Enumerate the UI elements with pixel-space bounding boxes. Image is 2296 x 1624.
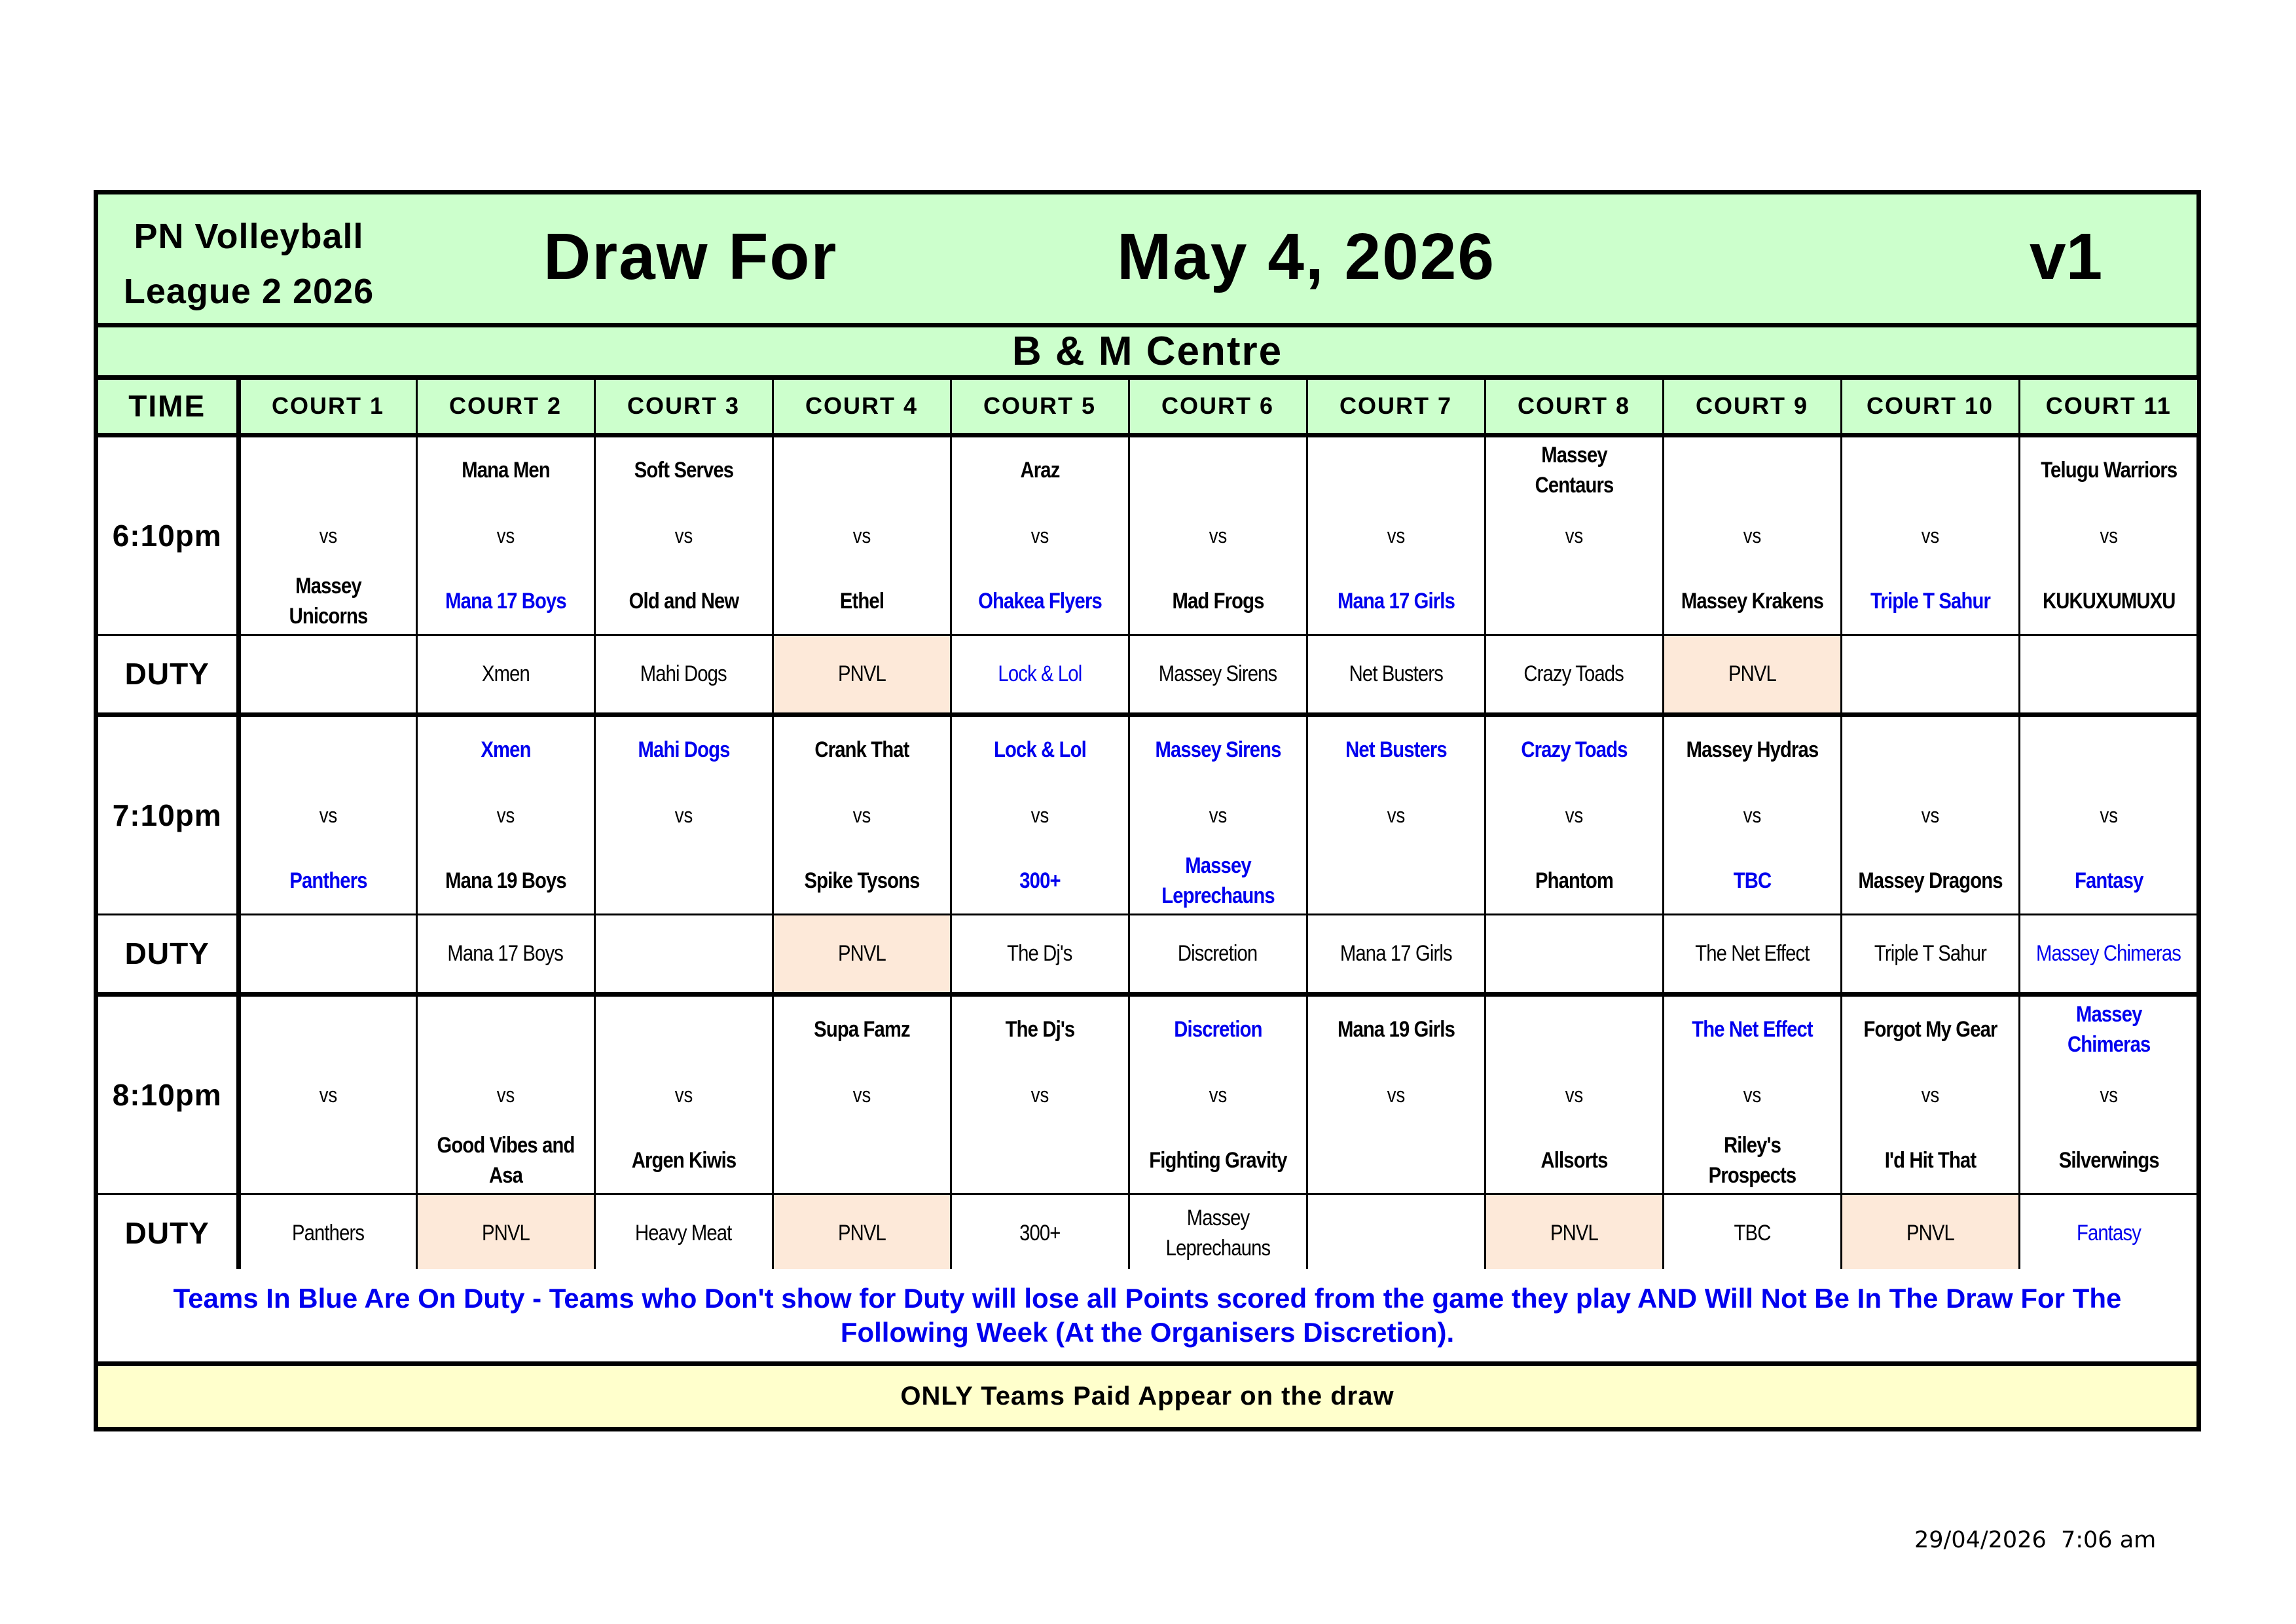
away-team: Silverwings [2058, 1147, 2159, 1173]
match-cell [1663, 435, 1841, 635]
match-cell [1841, 435, 2019, 635]
vs-label: vs [1030, 803, 1049, 827]
duty-cell [1129, 1194, 1307, 1274]
away-team [786, 1128, 937, 1193]
game-row [98, 435, 2197, 635]
league-name [118, 209, 380, 319]
match-cell [1129, 714, 1307, 914]
duty-team: PNVL [1906, 1221, 1954, 1246]
court-header-11: COURT 11 [2019, 380, 2197, 435]
duty-cell [1485, 635, 1663, 714]
duty-team: TBC [1734, 1221, 1770, 1246]
home-team: Net Busters [1345, 737, 1447, 762]
league-line-1: PN Volleyball [134, 217, 364, 256]
paid-notice-band [98, 1366, 2196, 1427]
vs-label: vs [1565, 1082, 1583, 1107]
league-line-2: League 2 2026 [123, 272, 374, 311]
vs-label: vs [1387, 523, 1405, 547]
vs-label: vs [674, 1082, 693, 1107]
duty-team: Massey Chimeras [2036, 941, 2181, 966]
vs-label: vs [2099, 1082, 2118, 1107]
duty-cell [773, 1194, 951, 1274]
duty-team: Triple T Sahur [1874, 941, 1986, 966]
header-row [98, 380, 2197, 435]
vs-label: vs [1387, 1082, 1405, 1107]
match-cell [951, 714, 1129, 914]
match-cell [1663, 714, 1841, 914]
vs-label: vs [1030, 523, 1049, 547]
away-team [1320, 848, 1471, 913]
duty-row [98, 1194, 2197, 1274]
vs-label: vs [1743, 523, 1761, 547]
court-header-1: COURT 1 [238, 380, 416, 435]
home-team: The Net Effect [1691, 1016, 1813, 1042]
time-slot-label: 6:10pm [98, 435, 238, 635]
time-slot-label: 7:10pm [98, 714, 238, 914]
away-team: Riley's Prospects [1708, 1132, 1796, 1188]
duty-cell [1841, 635, 2019, 714]
home-team: Supa Famz [813, 1016, 910, 1042]
match-cell [594, 435, 773, 635]
away-team: Phantom [1535, 868, 1613, 893]
away-team: I'd Hit That [1884, 1147, 1976, 1173]
match-cell [773, 994, 951, 1194]
match-cell [2019, 714, 2197, 914]
home-team: Lock & Lol [993, 737, 1086, 762]
match-cell [1307, 435, 1485, 635]
duty-team: Net Busters [1349, 661, 1443, 686]
court-header-2: COURT 2 [416, 380, 594, 435]
duty-cell [773, 914, 951, 994]
duty-cell [1663, 914, 1841, 994]
match-cell [1307, 714, 1485, 914]
match-cell [2019, 994, 2197, 1194]
duty-cell [1485, 914, 1663, 994]
paid-notice: ONLY Teams Paid Appear on the draw [900, 1382, 1394, 1411]
court-header-8: COURT 8 [1485, 380, 1663, 435]
match-cell [1841, 994, 2019, 1194]
match-cell [1841, 714, 2019, 914]
duty-team: Heavy Meat [635, 1221, 732, 1246]
duty-team: PNVL [837, 941, 886, 966]
away-team: Massey Leprechauns [1161, 853, 1275, 908]
match-cell [594, 714, 773, 914]
duty-cell [951, 635, 1129, 714]
duty-cell [238, 635, 416, 714]
duty-team: PNVL [1728, 661, 1776, 686]
away-team: Fantasy [2074, 868, 2143, 893]
duty-team: Lock & Lol [998, 661, 1082, 686]
duty-cell [951, 1194, 1129, 1274]
title-band [98, 194, 2196, 327]
away-team: Allsorts [1540, 1147, 1607, 1173]
duty-team: PNVL [837, 661, 886, 686]
vs-label: vs [674, 523, 693, 547]
away-team: Mad Frogs [1171, 588, 1264, 614]
vs-label: vs [1921, 1082, 1939, 1107]
duty-cell [1485, 1194, 1663, 1274]
away-team [964, 1128, 1115, 1193]
home-team [1320, 437, 1471, 503]
home-team: Telugu Warriors [2040, 457, 2177, 483]
home-team [608, 997, 759, 1062]
home-team: Massey Centaurs [1535, 442, 1613, 498]
duty-team: Mana 17 Girls [1339, 941, 1452, 966]
home-team [1854, 437, 2005, 503]
time-column-header: TIME [98, 380, 238, 435]
away-team: Ethel [839, 588, 884, 614]
vs-label: vs [852, 803, 871, 827]
vs-label: vs [674, 803, 693, 827]
home-team [429, 997, 581, 1062]
court-header-10: COURT 10 [1841, 380, 2019, 435]
vs-label: vs [2099, 803, 2118, 827]
match-cell [594, 994, 773, 1194]
away-team: Massey Unicorns [289, 573, 367, 629]
home-team: Forgot My Gear [1863, 1016, 1997, 1042]
away-team: TBC [1733, 868, 1771, 893]
home-team [253, 717, 403, 783]
duty-notice: Teams In Blue Are On Duty - Teams who Don't show for Duty will lose all Points scored from the game they play AND Will Not Be In The Draw For The Following Week (At the Organisers Discretion). [173, 1282, 2122, 1348]
version-label: v1 [2030, 220, 2103, 293]
vs-label: vs [852, 523, 871, 547]
duty-team: 300+ [1019, 1221, 1061, 1246]
match-cell [1485, 435, 1663, 635]
duty-team: PNVL [481, 1221, 530, 1246]
home-team [1676, 437, 1827, 503]
duty-team: Crazy Toads [1523, 661, 1624, 686]
vs-label: vs [1387, 803, 1405, 827]
duty-cell [594, 635, 773, 714]
match-cell [238, 714, 416, 914]
vs-label: vs [1565, 523, 1583, 547]
draw-for-label: Draw For [543, 220, 838, 293]
away-team: Fighting Gravity [1148, 1147, 1287, 1173]
duty-cell [2019, 1194, 2197, 1274]
duty-label: DUTY [98, 635, 238, 714]
home-team [1142, 437, 1293, 503]
home-team [1854, 717, 2005, 783]
duty-team: Discretion [1178, 941, 1258, 966]
home-team: Discretion [1173, 1016, 1262, 1042]
away-team: Good Vibes and Asa [436, 1132, 575, 1188]
court-header-6: COURT 6 [1129, 380, 1307, 435]
away-team: Ohakea Flyers [977, 588, 1102, 614]
home-team: Mana 19 Girls [1337, 1016, 1455, 1042]
vs-label: vs [319, 1082, 337, 1107]
away-team [253, 1128, 403, 1193]
duty-cell [594, 914, 773, 994]
time-slot-label: 8:10pm [98, 994, 238, 1194]
draw-sheet [94, 190, 2201, 1431]
vs-label: vs [1743, 1082, 1761, 1107]
duty-cell [1307, 914, 1485, 994]
home-team: Soft Serves [634, 457, 733, 483]
match-cell [1485, 994, 1663, 1194]
draw-date: May 4, 2026 [1117, 220, 1495, 293]
vs-label: vs [852, 1082, 871, 1107]
vs-label: vs [319, 803, 337, 827]
duty-cell [2019, 914, 2197, 994]
court-header-4: COURT 4 [773, 380, 951, 435]
duty-team: Massey Sirens [1158, 661, 1277, 686]
home-team [1498, 997, 1649, 1062]
court-header-3: COURT 3 [594, 380, 773, 435]
printed-timestamp: 29/04/2026 7:06 am [1914, 1527, 2157, 1553]
game-row [98, 994, 2197, 1194]
match-cell [1129, 994, 1307, 1194]
duty-cell [1129, 635, 1307, 714]
game-row [98, 714, 2197, 914]
vs-label: vs [496, 803, 515, 827]
duty-team: Mahi Dogs [640, 661, 727, 686]
match-cell [951, 435, 1129, 635]
court-header-7: COURT 7 [1307, 380, 1485, 435]
vs-label: vs [1743, 803, 1761, 827]
court-header-9: COURT 9 [1663, 380, 1841, 435]
duty-cell [1307, 1194, 1485, 1274]
away-team [1320, 1128, 1471, 1193]
duty-cell [1129, 914, 1307, 994]
duty-cell [238, 1194, 416, 1274]
match-cell [1663, 994, 1841, 1194]
duty-label: DUTY [98, 1194, 238, 1274]
match-cell [416, 435, 594, 635]
away-team: Massey Krakens [1681, 588, 1823, 614]
court-header-5: COURT 5 [951, 380, 1129, 435]
duty-cell [1307, 635, 1485, 714]
duty-cell [2019, 635, 2197, 714]
vs-label: vs [2099, 523, 2118, 547]
away-team: Triple T Sahur [1870, 588, 1990, 614]
match-cell [416, 994, 594, 1194]
away-team: Mana 17 Boys [445, 588, 566, 614]
duty-team: Panthers [291, 1221, 365, 1246]
duty-notice-band [98, 1269, 2196, 1366]
away-team: Old and New [629, 588, 738, 614]
duty-row [98, 914, 2197, 994]
duty-team: PNVL [837, 1221, 886, 1246]
home-team: Araz [1020, 457, 1059, 483]
duty-team: Massey Leprechauns [1165, 1206, 1270, 1261]
home-team: Massey Hydras [1686, 737, 1818, 762]
home-team: Massey Sirens [1154, 737, 1281, 762]
match-cell [1485, 714, 1663, 914]
vs-label: vs [319, 523, 337, 547]
vs-label: vs [1030, 1082, 1049, 1107]
duty-team: Mana 17 Boys [447, 941, 564, 966]
duty-team: The Net Effect [1694, 941, 1810, 966]
match-cell [238, 994, 416, 1194]
match-cell [2019, 435, 2197, 635]
away-team: Panthers [289, 868, 367, 893]
home-team: Crank That [814, 737, 909, 762]
duty-cell [1663, 635, 1841, 714]
duty-cell [1841, 914, 2019, 994]
away-team: Spike Tysons [803, 868, 920, 893]
vs-label: vs [1209, 523, 1227, 547]
duty-cell [416, 635, 594, 714]
away-team: 300+ [1019, 868, 1061, 893]
vs-label: vs [1921, 523, 1939, 547]
home-team [253, 997, 403, 1062]
away-team: Mana 19 Boys [445, 868, 566, 893]
away-team: Mana 17 Girls [1337, 588, 1455, 614]
vs-label: vs [1209, 1082, 1227, 1107]
venue-name: B & M Centre [1011, 329, 1283, 374]
duty-row [98, 635, 2197, 714]
draw-table [98, 380, 2197, 1276]
home-team [786, 437, 937, 503]
duty-cell [1841, 1194, 2019, 1274]
home-team: Crazy Toads [1520, 737, 1628, 762]
duty-label: DUTY [98, 914, 238, 994]
duty-cell [951, 914, 1129, 994]
duty-team: PNVL [1550, 1221, 1598, 1246]
home-team: The Dj's [1005, 1016, 1074, 1042]
away-team [1498, 568, 1649, 634]
home-team [253, 437, 403, 503]
duty-team: Xmen [481, 661, 530, 686]
match-cell [1307, 994, 1485, 1194]
away-team [608, 848, 759, 913]
duty-team: Fantasy [2076, 1221, 2141, 1246]
home-team: Massey Chimeras [2067, 1001, 2150, 1057]
duty-cell [238, 914, 416, 994]
vs-label: vs [496, 523, 515, 547]
match-cell [238, 435, 416, 635]
duty-cell [594, 1194, 773, 1274]
vs-label: vs [1209, 803, 1227, 827]
duty-team: The Dj's [1007, 941, 1072, 966]
duty-cell [773, 635, 951, 714]
match-cell [951, 994, 1129, 1194]
duty-cell [416, 1194, 594, 1274]
home-team: Mana Men [461, 457, 550, 483]
away-team: Argen Kiwis [631, 1147, 736, 1173]
vs-label: vs [496, 1082, 515, 1107]
duty-cell [1663, 1194, 1841, 1274]
duty-cell [416, 914, 594, 994]
home-team: Mahi Dogs [637, 737, 730, 762]
match-cell [773, 714, 951, 914]
vs-label: vs [1921, 803, 1939, 827]
away-team: KUKUXUMUXU [2042, 588, 2176, 614]
vs-label: vs [1565, 803, 1583, 827]
match-cell [1129, 435, 1307, 635]
home-team [2032, 717, 2185, 783]
venue-band [98, 327, 2196, 380]
match-cell [416, 714, 594, 914]
match-cell [773, 435, 951, 635]
home-team: Xmen [480, 737, 531, 762]
away-team: Massey Dragons [1857, 868, 2003, 893]
